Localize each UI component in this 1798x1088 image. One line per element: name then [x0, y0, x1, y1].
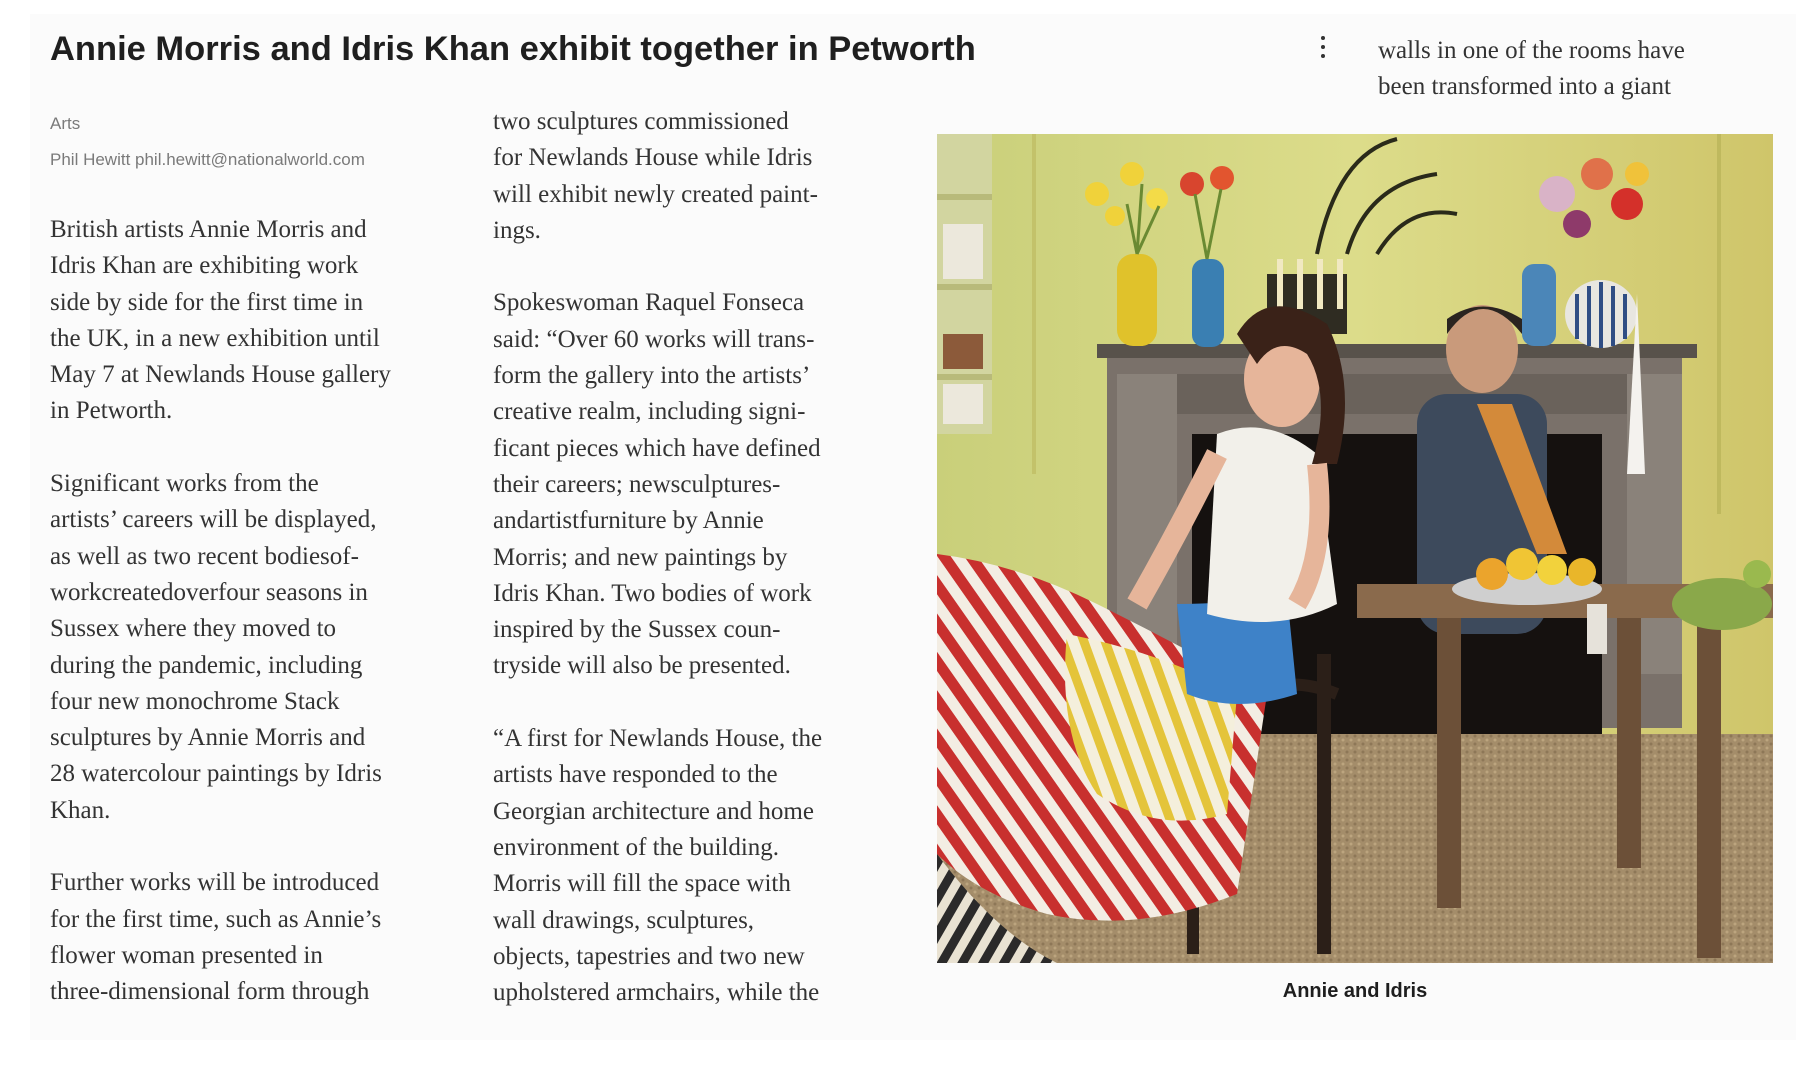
text-line: British artists Annie Morris and: [50, 216, 367, 243]
artists-photo-illustration: [937, 134, 1773, 963]
yellow-vase: [1117, 254, 1157, 346]
text-line: sculptures by Annie Morris and: [50, 724, 366, 752]
text-line: four new monochrome Stack: [50, 687, 340, 715]
text-line: ings.: [493, 216, 541, 244]
article-title: Annie Morris and Idris Khan exhibit together in Petworth: [50, 30, 976, 68]
photo-caption: Annie and Idris: [1282, 980, 1428, 1002]
text-line: May 7 at Newlands House gallery: [50, 361, 391, 389]
article-photo[interactable]: [937, 134, 1773, 963]
text-line: creative realm, including signi-: [493, 398, 806, 426]
text-line: Khan.: [50, 796, 111, 824]
text-line: three-dimensional form through: [50, 978, 370, 1006]
text-line: Sussex where they moved to: [50, 615, 337, 643]
text-line: ficant pieces which have defined: [493, 434, 821, 462]
text-line: tryside will also be presented.: [493, 652, 791, 680]
text-line: andartistfurniture by Annie: [493, 507, 764, 535]
text-line: walls in one of the rooms have: [1378, 37, 1685, 64]
more-vertical-icon[interactable]: [1312, 30, 1334, 64]
article-column-3: [1378, 33, 1788, 106]
text-line: said: “Over 60 works will trans-: [493, 325, 815, 353]
paragraph-gap: [50, 430, 460, 466]
text-line: “A first for Newlands House, the: [493, 725, 823, 753]
text-line: form the gallery into the artists’: [493, 362, 811, 390]
text-line: as well as two recent bodiesof-: [50, 542, 359, 570]
text-line: their careers; newsculptures-: [493, 470, 781, 498]
text-line: workcreatedoverfour seasons in: [50, 578, 368, 606]
text-line: artists’ careers will be displayed,: [50, 506, 377, 534]
text-line: the UK, in a new exhibition until: [50, 324, 380, 352]
text-line: Idris Khan are exhibiting work: [50, 252, 359, 280]
text-line: Georgian architecture and home: [493, 797, 814, 825]
text-line: artists have responded to the: [493, 761, 778, 789]
article-category[interactable]: Arts: [50, 114, 81, 133]
text-line: flower woman presented in: [50, 941, 323, 969]
text-line: 28 watercolour paintings by Idris: [50, 760, 382, 788]
text-line: objects, tapestries and two new: [493, 942, 805, 970]
text-line: Significant works from the: [50, 470, 319, 498]
text-line: for Newlands House while Idris: [493, 144, 813, 172]
text-line: Further works will be introduced: [50, 869, 380, 897]
text-line: in Petworth.: [50, 397, 173, 425]
text-line: environment of the building.: [493, 833, 780, 861]
text-line: inspired by the Sussex coun-: [493, 616, 781, 644]
text-line: side by side for the first time in: [50, 288, 364, 316]
text-line: will exhibit newly created paint-: [493, 180, 818, 208]
text-line: during the pandemic, including: [50, 651, 363, 679]
article-byline: Phil Hewitt phil.hewitt@nationalworld.com: [50, 150, 365, 169]
paragraph-gap: [50, 829, 460, 865]
text-line: upholstered armchairs, while the: [493, 979, 820, 1007]
paragraph-gap: [493, 249, 903, 285]
text-line: wall drawings, sculptures,: [493, 906, 755, 934]
text-line: Spokeswoman Raquel Fonseca: [493, 289, 805, 317]
text-line: Morris will fill the space with: [493, 870, 791, 898]
text-line: Morris; and new paintings by: [493, 543, 788, 571]
article-column-2: [493, 104, 903, 1011]
blue-vase: [1192, 259, 1224, 347]
text-line: been transformed into a giant: [1378, 73, 1671, 101]
text-line: Idris Khan. Two bodies of work: [493, 579, 812, 607]
text-line: for the first time, such as Annie’s: [50, 905, 382, 933]
text-line: two sculptures commissioned: [493, 108, 789, 135]
paragraph-gap: [493, 685, 903, 721]
article-column-1: [50, 212, 460, 1011]
